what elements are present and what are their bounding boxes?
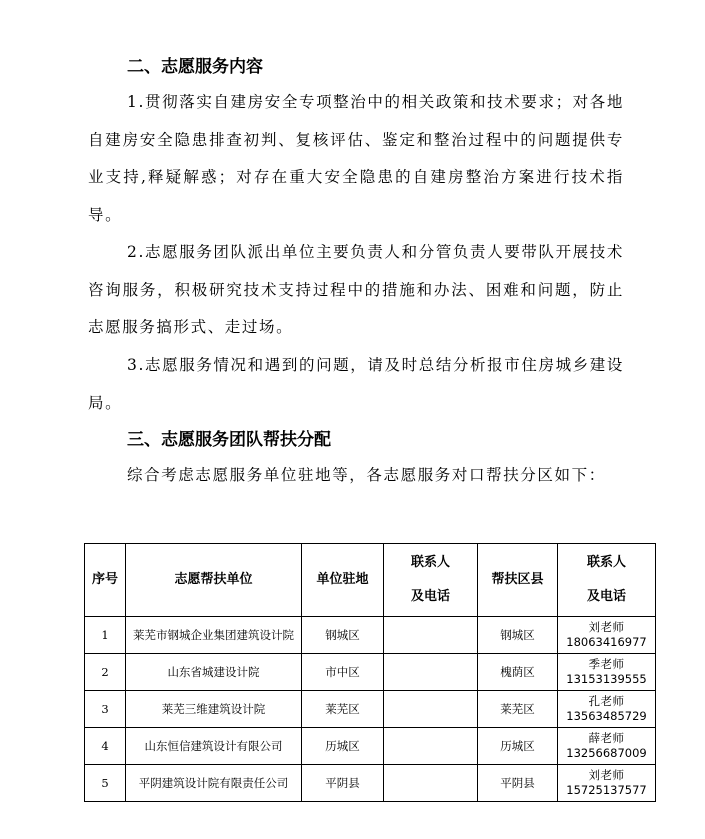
cell-contact-2	[558, 691, 656, 728]
cell-district: 莱芜区	[478, 691, 558, 728]
contact-name: 薛老师	[588, 731, 625, 745]
cell-no: 5	[85, 765, 126, 802]
section-2-paragraph-3: 3.志愿服务情况和遇到的问题，请及时总结分析报市住房城乡建设局。	[88, 356, 624, 412]
cell-location: 市中区	[302, 654, 384, 691]
contact-name: 刘老师	[588, 768, 625, 782]
header-no: 序号	[85, 544, 126, 617]
assistance-table	[84, 543, 656, 802]
contact-name: 季老师	[588, 657, 625, 671]
cell-no: 1	[85, 617, 126, 654]
cell-contact-2	[558, 728, 656, 765]
section-3-heading: 三、志愿服务团队帮扶分配	[127, 430, 331, 450]
header-location: 单位驻地	[302, 544, 384, 617]
table-header-row	[85, 544, 656, 617]
cell-contact-1	[384, 617, 478, 654]
contact-phone: 13256687009	[566, 746, 647, 760]
table-row	[85, 728, 656, 765]
section-2-paragraph-1: 1.贯彻落实自建房安全专项整治中的相关政策和技术要求；对各地自建房安全隐患排查初判、复核评估、鉴定和整治过程中的问题提供专业支持,释疑解惑；对存在重大安全隐患的自建房整治方案进行技术指导。	[88, 93, 624, 224]
cell-district: 槐荫区	[478, 654, 558, 691]
cell-unit: 山东省城建设计院	[126, 654, 302, 691]
cell-location: 钢城区	[302, 617, 384, 654]
cell-unit: 莱芜三维建筑设计院	[126, 691, 302, 728]
contact-name: 刘老师	[588, 620, 625, 634]
cell-no: 3	[85, 691, 126, 728]
table-row	[85, 617, 656, 654]
table-row	[85, 691, 656, 728]
section-2-heading: 二、志愿服务内容	[127, 57, 263, 77]
cell-district: 钢城区	[478, 617, 558, 654]
contact-phone: 18063416977	[566, 635, 647, 649]
header-contact-1	[384, 544, 478, 617]
cell-location: 历城区	[302, 728, 384, 765]
header-contact-2-line-2: 及电话	[586, 589, 626, 604]
cell-contact-1	[384, 765, 478, 802]
header-contact-1-line-1: 联系人	[410, 555, 450, 570]
header-district: 帮扶区县	[478, 544, 558, 617]
contact-phone: 13563485729	[566, 709, 647, 723]
cell-contact-1	[384, 728, 478, 765]
cell-contact-2	[558, 617, 656, 654]
header-contact-1-line-2: 及电话	[410, 589, 450, 604]
header-contact-2-line-1: 联系人	[586, 555, 626, 570]
cell-contact-1	[384, 654, 478, 691]
cell-no: 2	[85, 654, 126, 691]
cell-district: 平阴县	[478, 765, 558, 802]
cell-location: 莱芜区	[302, 691, 384, 728]
cell-unit: 平阴建筑设计院有限责任公司	[126, 765, 302, 802]
cell-unit: 山东恒信建筑设计有限公司	[126, 728, 302, 765]
cell-contact-2	[558, 765, 656, 802]
section-3-intro: 综合考虑志愿服务单位驻地等，各志愿服务对口帮扶分区如下：	[127, 466, 606, 484]
cell-no: 4	[85, 728, 126, 765]
section-2-paragraph-2: 2.志愿服务团队派出单位主要负责人和分管负责人要带队开展技术咨询服务，积极研究技术支持过程中的措施和办法、困难和问题，防止志愿服务搞形式、走过场。	[88, 243, 624, 336]
cell-contact-1	[384, 691, 478, 728]
table-row	[85, 654, 656, 691]
cell-unit: 莱芜市钢城企业集团建筑设计院	[126, 617, 302, 654]
contact-phone: 15725137577	[566, 783, 647, 797]
cell-district: 历城区	[478, 728, 558, 765]
table-row	[85, 765, 656, 802]
cell-location: 平阴县	[302, 765, 384, 802]
header-unit: 志愿帮扶单位	[126, 544, 302, 617]
header-contact-2	[558, 544, 656, 617]
contact-name: 孔老师	[588, 694, 625, 708]
contact-phone: 13153139555	[566, 672, 647, 686]
cell-contact-2	[558, 654, 656, 691]
